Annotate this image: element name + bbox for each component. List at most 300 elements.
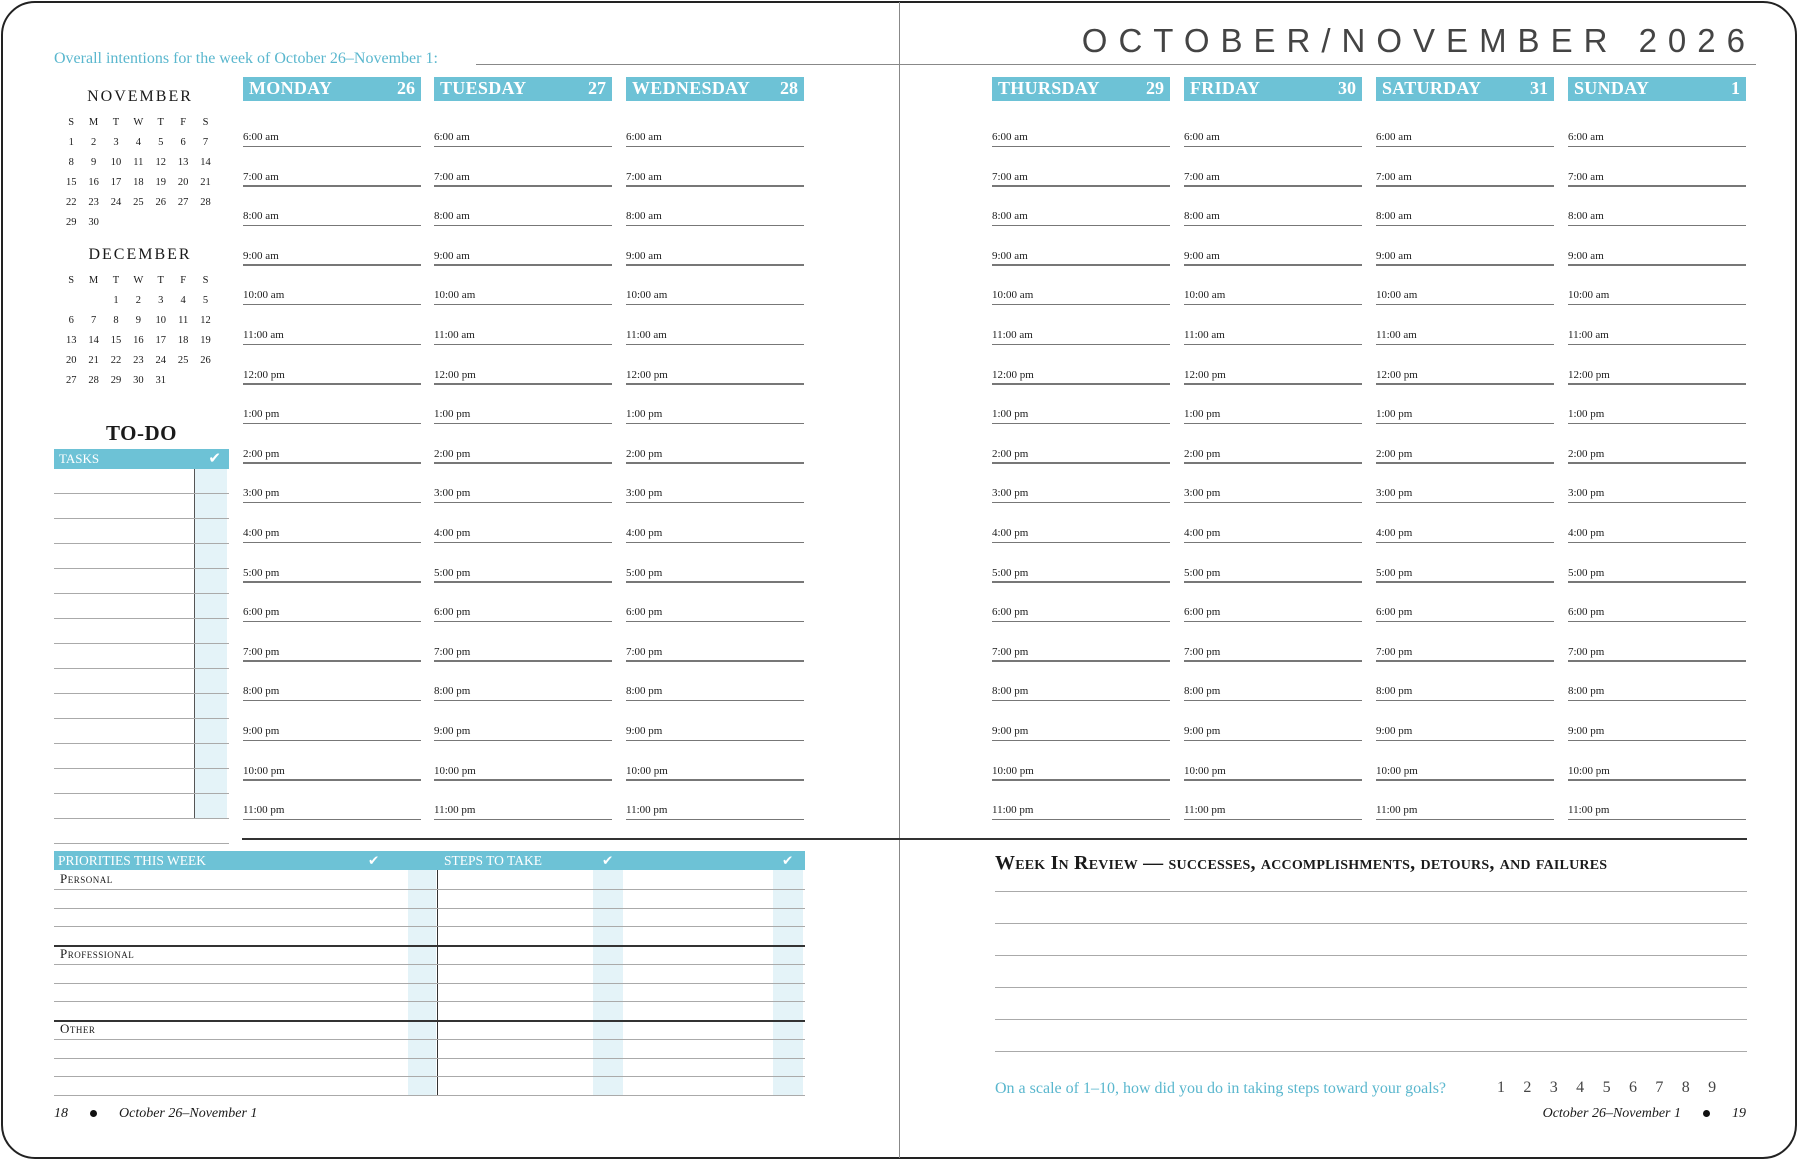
tasks-header [54,449,229,469]
time-slot[interactable] [1376,543,1554,583]
calendar-day: 11 [178,314,189,326]
calendar-day [172,370,194,390]
time-slot[interactable] [1568,186,1746,226]
calendar-day: 18 [177,334,189,346]
time-label: 10:00 pm [243,764,285,777]
time-slot[interactable] [434,582,612,622]
time-slot[interactable] [243,384,421,424]
calendar-day: 12 [200,314,211,326]
time-label: 9:00 pm [1376,725,1413,737]
time-slot[interactable] [992,147,1170,187]
mini-calendar [60,246,220,390]
time-slot[interactable] [992,265,1170,305]
time-slot[interactable] [434,226,612,266]
time-slot[interactable] [1376,661,1554,701]
time-slot[interactable] [243,543,421,583]
day-number: 30 [1338,78,1356,98]
time-label: 7:00 am [992,170,1028,183]
weekday-label: M [88,116,99,128]
write-line[interactable] [54,983,805,984]
time-slot[interactable] [626,543,804,583]
day-header [992,77,1170,101]
calendar-day [150,212,172,232]
review-write-line[interactable] [995,923,1747,924]
calendar-day: 31 [155,374,166,386]
write-line[interactable] [54,1020,805,1022]
time-slot[interactable] [626,780,804,820]
time-slot[interactable] [1376,463,1554,503]
time-label: 8:00 am [434,210,470,223]
day-number: 27 [588,78,606,98]
time-slot[interactable] [992,701,1170,741]
time-slot[interactable] [243,424,421,464]
time-slot[interactable] [626,226,804,266]
day-column [626,77,804,822]
footer-range-right: October 26–November 1 [1542,1106,1681,1121]
time-label: 12:00 pm [434,368,476,381]
weekday-label: T [157,116,164,128]
time-slot[interactable] [626,582,804,622]
time-slot[interactable] [1184,503,1362,543]
time-slot[interactable] [243,741,421,781]
scale-option[interactable]: 1 [1497,1079,1505,1096]
calendar-day: 27 [65,374,77,386]
calendar-day: 21 [88,354,99,366]
time-slot[interactable] [1376,503,1554,543]
time-slot[interactable] [243,265,421,305]
time-slot[interactable] [243,147,421,187]
day-number: 26 [397,78,415,98]
time-label: 11:00 pm [992,804,1034,817]
time-slot[interactable] [1376,622,1554,662]
time-slot[interactable] [1568,384,1746,424]
time-slot[interactable] [626,305,804,345]
task-row-line[interactable] [54,643,229,644]
time-slot[interactable] [243,226,421,266]
time-slot[interactable] [626,384,804,424]
write-line[interactable] [54,1058,805,1059]
time-slot[interactable] [1568,265,1746,305]
time-slot[interactable] [434,265,612,305]
todo-title: TO-DO [106,421,177,445]
scale-options [1497,1079,1735,1097]
time-label: 9:00 am [626,249,662,262]
time-slot[interactable] [1568,661,1746,701]
time-slot[interactable] [1568,107,1746,147]
time-label: 11:00 pm [626,804,668,817]
time-slot[interactable] [1184,661,1362,701]
scale-option[interactable]: 7 [1655,1079,1664,1096]
day-name: WEDNESDAY [632,78,751,98]
time-slot[interactable] [243,345,421,385]
time-label: 4:00 pm [434,527,471,539]
time-slot[interactable] [992,107,1170,147]
time-label: 4:00 pm [243,527,280,539]
mini-calendar-grid [60,112,217,232]
calendar-day: 4 [135,136,141,148]
time-slot[interactable] [434,384,612,424]
time-slot[interactable] [243,107,421,147]
slot-line [243,819,421,821]
time-slot[interactable] [1184,424,1362,464]
time-slot[interactable] [626,107,804,147]
time-slot[interactable] [992,661,1170,701]
time-slot[interactable] [434,345,612,385]
review-write-line[interactable] [995,987,1747,988]
slot-line [626,819,804,821]
time-slot[interactable] [434,780,612,820]
time-label: 6:00 am [434,131,470,143]
time-label: 2:00 pm [1184,447,1221,460]
time-label: 5:00 pm [992,566,1029,579]
write-line[interactable] [54,1076,805,1077]
time-label: 6:00 am [1184,131,1220,143]
time-slot[interactable] [992,622,1170,662]
time-slot[interactable] [1568,424,1746,464]
task-row-line[interactable] [54,668,229,669]
calendar-day: 27 [177,196,189,208]
time-label: 7:00 pm [626,645,663,658]
priorities-title: PRIORITIES THIS WEEK [58,853,206,868]
review-write-line[interactable] [995,891,1747,892]
time-label: 6:00 pm [1568,606,1605,619]
task-row-line[interactable] [54,818,229,819]
time-label: 11:00 am [626,329,667,341]
time-slot[interactable] [434,147,612,187]
time-slot[interactable] [243,622,421,662]
time-label: 7:00 pm [992,645,1029,658]
time-slot[interactable] [1568,345,1746,385]
time-slot[interactable] [1568,226,1746,266]
review-write-line[interactable] [995,955,1747,956]
time-slot[interactable] [1568,503,1746,543]
calendar-day: 4 [180,294,186,306]
time-label: 7:00 pm [1568,645,1605,658]
time-slot[interactable] [1568,305,1746,345]
day-number: 28 [780,78,798,98]
day-header [1376,77,1554,101]
time-slot[interactable] [992,543,1170,583]
time-slot[interactable] [434,622,612,662]
time-slot[interactable] [1184,107,1362,147]
footer-right [1543,1106,1746,1122]
task-row-line[interactable] [54,593,229,594]
time-slot[interactable] [434,741,612,781]
time-slot[interactable] [1184,622,1362,662]
time-label: 3:00 pm [434,487,471,500]
time-slot[interactable] [1568,463,1746,503]
steps-title: STEPS TO TAKE [444,853,542,868]
slot-line [434,819,612,821]
calendar-day: 21 [200,176,211,188]
calendar-day: 8 [68,156,74,168]
calendar-day: 15 [110,334,122,346]
time-slot[interactable] [1376,780,1554,820]
task-row-line[interactable] [54,718,229,719]
time-label: 12:00 pm [1184,368,1226,381]
scale-option[interactable]: 9 [1708,1079,1717,1096]
calendar-day: 14 [88,334,99,346]
mini-calendar-grid [60,270,217,390]
time-label: 7:00 pm [1376,645,1413,658]
time-slot[interactable] [1376,582,1554,622]
review-write-line[interactable] [995,1019,1747,1020]
page-number-left: 18 [54,1106,68,1121]
time-label: 6:00 pm [243,606,280,619]
scale-option[interactable]: 4 [1576,1079,1585,1096]
time-slot[interactable] [1184,543,1362,583]
time-slot[interactable] [1376,265,1554,305]
time-slot[interactable] [1568,147,1746,187]
task-row-line[interactable] [54,743,229,744]
calendar-day: 16 [133,334,144,346]
page-number-right: 19 [1732,1106,1746,1121]
time-slot[interactable] [1376,226,1554,266]
time-slot[interactable] [1568,582,1746,622]
calendar-day [127,212,149,232]
time-label: 11:00 am [243,329,284,341]
time-slot[interactable] [243,701,421,741]
time-slot[interactable] [1184,147,1362,187]
time-slot[interactable] [434,503,612,543]
time-slot[interactable] [1184,226,1362,266]
time-label: 8:00 pm [992,685,1029,698]
time-label: 2:00 pm [1376,447,1413,460]
intentions-write-line[interactable] [476,64,1756,65]
write-line[interactable] [54,1095,805,1096]
calendar-day: 24 [155,354,166,366]
time-slot[interactable] [626,622,804,662]
time-label: 6:00 am [626,131,662,143]
scale-option[interactable]: 6 [1628,1079,1637,1096]
time-label: 8:00 am [1184,210,1220,223]
time-slot[interactable] [992,424,1170,464]
time-slot[interactable] [1568,622,1746,662]
slot-line [1376,819,1554,821]
time-slot[interactable] [1568,741,1746,781]
calendar-day: 29 [65,216,77,228]
time-label: 2:00 pm [992,447,1029,460]
weekday-label: T [112,116,120,128]
scale-option[interactable]: 3 [1549,1079,1558,1096]
time-label: 11:00 am [1376,329,1417,341]
time-slot[interactable] [626,661,804,701]
time-slot[interactable] [1376,186,1554,226]
calendar-day: 25 [133,196,144,208]
write-line[interactable] [54,889,805,890]
time-slot[interactable] [243,661,421,701]
review-write-line[interactable] [995,1051,1747,1052]
time-label: 6:00 pm [626,606,663,619]
time-slot[interactable] [626,147,804,187]
write-line[interactable] [54,1039,805,1040]
month-title: OCTOBER/NOVEMBER 2026 [1081,22,1756,59]
time-slot[interactable] [992,463,1170,503]
write-line[interactable] [54,908,805,909]
day-name: SUNDAY [1574,78,1650,98]
time-label: 12:00 pm [626,368,668,381]
calendar-day: 12 [155,156,166,168]
task-row-line[interactable] [54,843,229,844]
time-slot[interactable] [243,780,421,820]
time-slot[interactable] [434,186,612,226]
time-slot[interactable] [992,226,1170,266]
calendar-day: 18 [133,176,144,188]
calendar-day: 26 [200,354,211,366]
time-slot[interactable] [434,661,612,701]
time-slot[interactable] [1376,305,1554,345]
time-label: 10:00 am [243,289,285,302]
time-slot[interactable] [1184,701,1362,741]
time-label: 7:00 pm [243,645,280,658]
tasks-check-column[interactable] [194,469,227,819]
task-row-line[interactable] [54,618,229,619]
calendar-day: 11 [133,156,144,168]
tasks-list[interactable] [54,469,229,819]
time-slot[interactable] [1568,543,1746,583]
write-line[interactable] [54,1001,805,1002]
time-slot[interactable] [1376,701,1554,741]
calendar-day [105,212,127,232]
time-slot[interactable] [1184,582,1362,622]
day-header [434,77,612,101]
task-row-line[interactable] [54,693,229,694]
write-line[interactable] [54,926,805,927]
time-label: 8:00 pm [1568,685,1605,698]
time-label: 9:00 am [992,249,1028,262]
time-slot[interactable] [626,186,804,226]
time-slot[interactable] [626,503,804,543]
time-label: 4:00 pm [1568,527,1605,539]
calendar-day: 28 [88,374,99,386]
time-slot[interactable] [1184,384,1362,424]
calendar-day [60,290,82,310]
time-label: 11:00 am [1568,329,1609,341]
task-row-line[interactable] [54,493,229,494]
time-slot[interactable] [434,107,612,147]
calendar-day: 5 [158,136,164,148]
calendar-day: 20 [65,354,77,366]
priorities-table [54,851,805,1096]
time-label: 1:00 pm [626,408,663,421]
weekday-label: F [180,274,187,286]
time-slot[interactable] [626,424,804,464]
time-slot[interactable] [992,186,1170,226]
time-slot[interactable] [992,780,1170,820]
time-label: 10:00 am [1568,289,1610,302]
time-slot[interactable] [1184,265,1362,305]
day-number: 31 [1530,78,1548,98]
time-slot[interactable] [992,582,1170,622]
calendar-day: 20 [177,176,189,188]
time-slot[interactable] [1376,107,1554,147]
slot-line [992,819,1170,821]
time-label: 8:00 am [243,210,279,223]
scale-option[interactable]: 8 [1681,1079,1690,1096]
time-slot[interactable] [243,305,421,345]
time-slot[interactable] [992,741,1170,781]
time-label: 2:00 pm [243,447,280,460]
time-slot[interactable] [992,345,1170,385]
mini-calendar-title: NOVEMBER [87,88,193,105]
time-label: 7:00 am [626,170,662,183]
write-line[interactable] [54,964,805,965]
time-slot[interactable] [992,384,1170,424]
time-slot[interactable] [243,582,421,622]
calendar-day [172,212,194,232]
time-slot[interactable] [626,345,804,385]
time-slot[interactable] [626,741,804,781]
calendar-day: 6 [180,136,186,148]
time-slot[interactable] [434,424,612,464]
time-slot[interactable] [434,463,612,503]
calendar-day: 25 [177,354,189,366]
check-icon: ✔ [782,853,794,868]
calendar-day: 22 [65,196,77,208]
time-slot[interactable] [1184,780,1362,820]
time-slot[interactable] [434,543,612,583]
time-slot[interactable] [434,701,612,741]
task-row-line[interactable] [54,518,229,519]
task-row-line[interactable] [54,568,229,569]
task-row-line[interactable] [54,543,229,544]
time-slot[interactable] [1184,463,1362,503]
time-slot[interactable] [1376,147,1554,187]
time-slot[interactable] [1184,186,1362,226]
time-slot[interactable] [434,305,612,345]
time-label: 5:00 pm [434,566,471,579]
task-row-line[interactable] [54,768,229,769]
time-slot[interactable] [1568,701,1746,741]
time-slot[interactable] [626,265,804,305]
time-slot[interactable] [1376,424,1554,464]
time-slot[interactable] [1184,741,1362,781]
calendar-day: 29 [110,374,122,386]
time-slot[interactable] [626,463,804,503]
task-row-line[interactable] [54,793,229,794]
time-slot[interactable] [243,463,421,503]
time-slot[interactable] [1184,305,1362,345]
time-label: 11:00 pm [1184,804,1226,817]
time-label: 6:00 pm [992,606,1029,619]
calendar-day: 28 [200,196,211,208]
day-header [1568,77,1746,101]
time-slot[interactable] [1376,384,1554,424]
time-slot[interactable] [243,186,421,226]
calendar-day [194,212,216,232]
scale-option[interactable]: 2 [1523,1079,1532,1096]
time-slot[interactable] [1376,741,1554,781]
time-label: 12:00 pm [1376,368,1418,381]
calendar-day: 17 [110,176,122,188]
calendar-day [82,290,104,310]
write-line[interactable] [54,945,805,947]
time-slot[interactable] [992,305,1170,345]
time-slot[interactable] [1376,345,1554,385]
calendar-day: 26 [155,196,166,208]
time-slot[interactable] [243,503,421,543]
day-header [626,77,804,101]
calendar-day: 5 [202,294,209,306]
weekday-label: W [133,116,144,128]
time-slot[interactable] [626,701,804,741]
time-label: 2:00 pm [626,447,663,460]
scale-option[interactable]: 5 [1602,1079,1611,1096]
time-slot[interactable] [992,503,1170,543]
time-slot[interactable] [1568,780,1746,820]
time-label: 10:00 pm [1568,764,1610,777]
time-slot[interactable] [1184,345,1362,385]
